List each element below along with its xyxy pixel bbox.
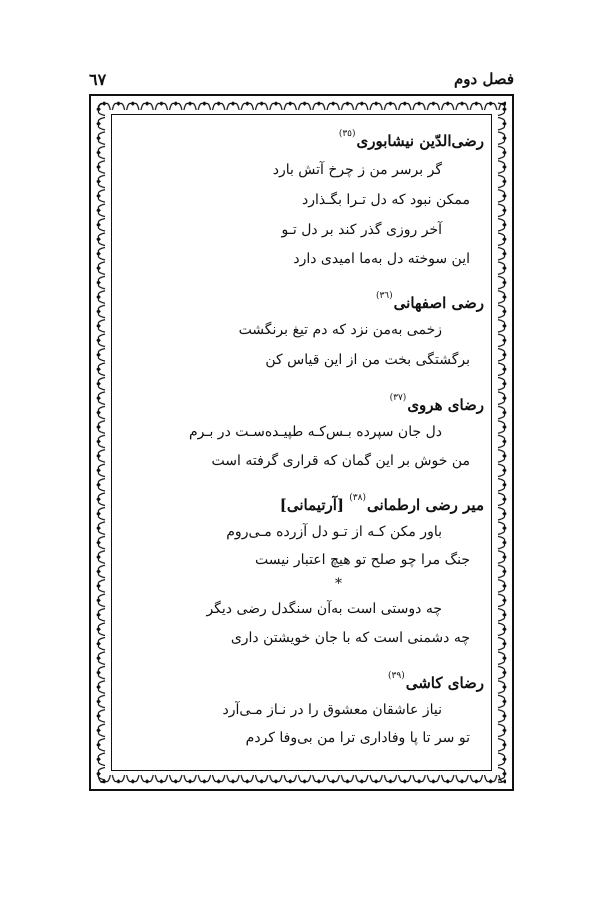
poet-alt-name: [آرتیمانی] bbox=[279, 496, 345, 514]
poet-name: میر رضی ارطمانی bbox=[366, 496, 484, 514]
poet-name: رضای هروی bbox=[407, 396, 484, 414]
frame-inner-rule bbox=[111, 114, 492, 771]
poet-heading bbox=[338, 129, 484, 150]
poet-name: رضای کاشی bbox=[405, 674, 484, 692]
verse-line: چه دشمنی است که با جان خویشتن داری bbox=[230, 630, 470, 646]
poet-heading bbox=[375, 291, 484, 312]
verse-line: جنگ مرا چو صلح تو هیچ اعتبار نیست bbox=[255, 552, 470, 568]
page-header bbox=[89, 70, 514, 92]
ornamental-border-icon bbox=[94, 102, 106, 783]
poet-heading bbox=[279, 493, 484, 514]
footnote-ref: (٣٥) bbox=[338, 129, 356, 139]
verse-line: گر برسر من ز چرخ آتش بارد bbox=[272, 162, 442, 178]
verse-line: نیاز عاشقان معشوق را در نـاز مـی‌آرد bbox=[222, 702, 442, 718]
ornamental-border-icon bbox=[97, 99, 506, 111]
section-divider-star: * bbox=[335, 576, 342, 592]
page-number: ٦٧ bbox=[89, 70, 107, 89]
verse-line: چه دوستی است به‌آن سنگدل رضی دیگر bbox=[206, 601, 442, 617]
verse-line: برگشتگی بخت من از این قیاس کن bbox=[265, 352, 470, 368]
verse-line: باور مکن کـه از تـو دل آزرده مـی‌روم bbox=[226, 524, 442, 540]
verse-line: دل جان سپرده بـس‌کـه طپیـده‌سـت در بـرم bbox=[188, 424, 442, 440]
poet-name: رضی‌الدّین نیشابوری bbox=[356, 132, 484, 150]
ornamental-border-icon bbox=[497, 102, 509, 783]
verse-line: آخر روزی گذر کند بر دل تـو bbox=[281, 222, 442, 238]
poet-heading bbox=[388, 671, 484, 692]
verse-line: من خوش بر این گمان که قراری گرفته است bbox=[211, 453, 470, 469]
footnote-ref: (٣٩) bbox=[388, 671, 405, 681]
verse-line: ممکن نبود که دل تـرا بگـذارد bbox=[302, 192, 470, 208]
footnote-ref: (٣٦) bbox=[375, 291, 393, 301]
poet-heading bbox=[389, 393, 484, 414]
ornamental-border-icon bbox=[97, 774, 506, 786]
verse-line: زخمی به‌من نزد که دم تیغ برنگشت bbox=[238, 322, 442, 338]
chapter-title: فصل دوم bbox=[454, 70, 514, 88]
ornamental-frame bbox=[89, 94, 514, 791]
verse-line: تو سر تا پا وفاداری ترا من بی‌وفا کردم bbox=[245, 730, 470, 746]
poet-name: رضی اصفهانی bbox=[393, 294, 484, 312]
footnote-ref: (٣٨) bbox=[349, 493, 366, 503]
footnote-ref: (٣٧) bbox=[389, 393, 407, 403]
verse-line: این سوخته دل به‌ما امیدی دارد bbox=[293, 251, 470, 267]
